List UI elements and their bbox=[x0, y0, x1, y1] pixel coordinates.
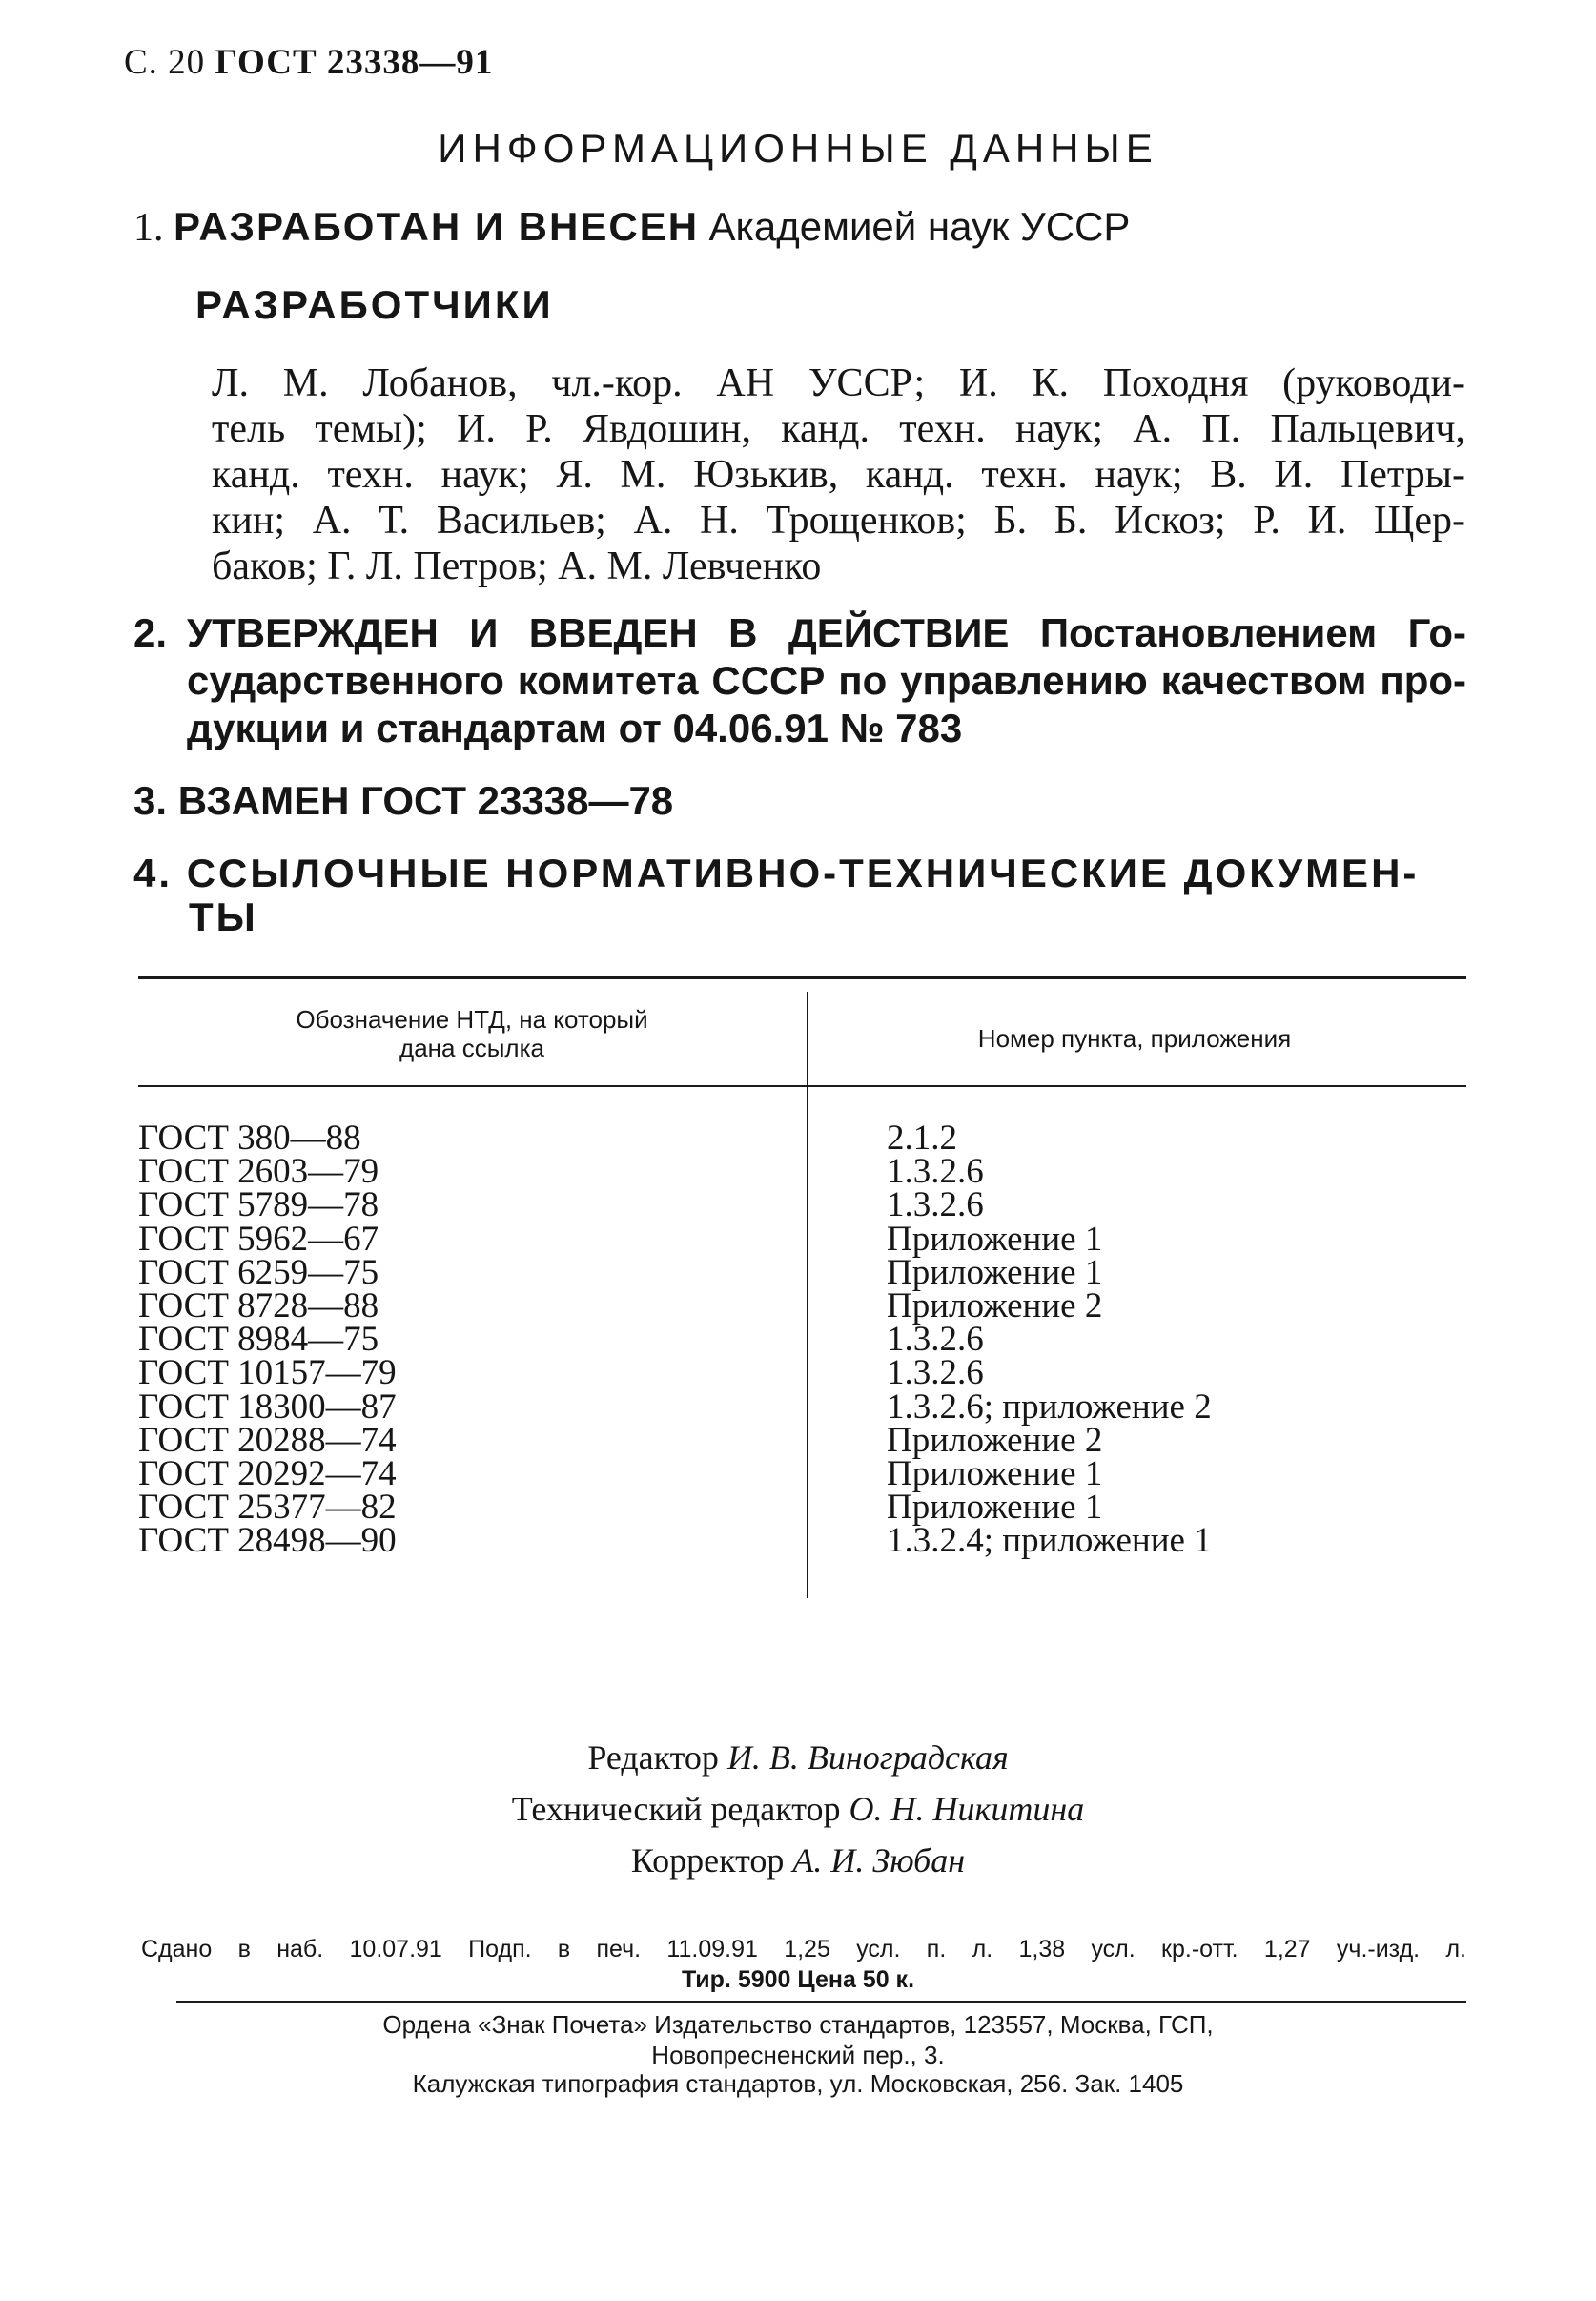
table-cell-ref: Приложение 1 bbox=[887, 1252, 1103, 1292]
developers-title: РАЗРАБОТЧИКИ bbox=[195, 282, 554, 327]
section-4-text: ССЫЛОЧНЫЕ НОРМАТИВНО-ТЕХНИЧЕСКИЕ ДОКУМЕН- bbox=[186, 851, 1420, 895]
table-cell-doc: ГОСТ 18300—87 bbox=[138, 1387, 397, 1427]
table-column-divider bbox=[807, 992, 808, 1598]
developers-line: тель темы); И. Р. Явдошин, канд. техн. наук; А. П. Пальцевич, bbox=[212, 407, 1465, 451]
table-header-clause: Номер пункта, приложения bbox=[977, 1024, 1292, 1053]
section-1 bbox=[133, 204, 1130, 251]
editor-label: Редактор bbox=[587, 1738, 719, 1777]
section-1-heading: РАЗРАБОТАН И ВНЕСЕН bbox=[174, 204, 700, 249]
developers-line: кин; А. Т. Васильев; А. Н. Трощенков; Б. Б. Искоз; Р. И. Щер- bbox=[212, 499, 1465, 543]
table-cell-doc: ГОСТ 2603—79 bbox=[138, 1152, 379, 1192]
publisher-address: Новопресненский пер., 3. bbox=[651, 2041, 945, 2069]
section-1-number: 1. bbox=[133, 206, 164, 250]
header-text: Обозначение НТД, на который bbox=[296, 1005, 648, 1034]
table-cell-doc: ГОСТ 5962—67 bbox=[138, 1219, 379, 1259]
table-cell-ref: Приложение 2 bbox=[887, 1286, 1103, 1326]
table-header-document bbox=[157, 1005, 787, 1062]
table-cell-ref: 1.3.2.6 bbox=[887, 1185, 984, 1225]
table-cell-ref: 1.3.2.6 bbox=[887, 1353, 984, 1393]
tech-editor-name: О. Н. Никитина bbox=[849, 1790, 1085, 1828]
editor-name: И. В. Виноградская bbox=[726, 1738, 1009, 1777]
section-4-number: 4. bbox=[133, 851, 174, 895]
section-2-line: УТВЕРЖДЕН И ВВЕДЕН В ДЕЙСТВИЕ Постановлением Го- bbox=[187, 610, 1466, 655]
table-top-rule bbox=[138, 976, 1466, 979]
section-3-number: 3. bbox=[133, 778, 168, 823]
table-cell-doc: ГОСТ 6259—75 bbox=[138, 1252, 379, 1292]
section-3 bbox=[133, 778, 673, 824]
section-2-number: 2. bbox=[133, 610, 168, 655]
table-doc-column bbox=[138, 1119, 397, 1561]
tech-editor-credit bbox=[0, 1789, 1596, 1829]
table-cell-ref: 1.3.2.6 bbox=[887, 1152, 984, 1192]
section-2-line: сударственного комитета СССР по управлению качеством про- bbox=[187, 658, 1466, 703]
table-cell-ref: 1.3.2.6 bbox=[887, 1320, 984, 1360]
table-clause-column bbox=[887, 1119, 1212, 1561]
table-cell-doc: ГОСТ 5789—78 bbox=[138, 1185, 379, 1225]
imprint-rule bbox=[176, 2001, 1466, 2003]
page-header bbox=[124, 42, 493, 83]
table-cell-doc: ГОСТ 10157—79 bbox=[138, 1353, 397, 1393]
standard-code: ГОСТ 23338—91 bbox=[215, 43, 494, 82]
table-cell-ref: 2.1.2 bbox=[887, 1119, 957, 1158]
section-2-line: дукции и стандартам от 04.06.91 № 783 bbox=[187, 706, 963, 750]
section-4 bbox=[133, 851, 1466, 896]
table-header-rule bbox=[138, 1085, 1466, 1087]
page-title: ИНФОРМАЦИОННЫЕ ДАННЫЕ bbox=[438, 126, 1158, 171]
publisher-line: Ордена «Знак Почета» Издательство стандартов, 123557, Москва, ГСП, bbox=[382, 2010, 1214, 2039]
header-text: дана ссылка bbox=[399, 1034, 544, 1062]
section-3-text: ВЗАМЕН ГОСТ 23338—78 bbox=[177, 778, 674, 823]
page-number: С. 20 bbox=[124, 43, 206, 82]
table-cell-doc: ГОСТ 8728—88 bbox=[138, 1286, 379, 1326]
table-cell-doc: ГОСТ 380—88 bbox=[138, 1119, 361, 1158]
developers-line: Л. М. Лобанов, чл.-кор. АН УССР; И. К. Походня (руководи- bbox=[212, 361, 1465, 405]
proofreader-name: А. И. Зюбан bbox=[792, 1841, 966, 1880]
table-cell-doc: ГОСТ 20288—74 bbox=[138, 1420, 397, 1460]
table-cell-ref: Приложение 1 bbox=[887, 1454, 1103, 1494]
table-cell-ref: Приложение 2 bbox=[887, 1420, 1103, 1460]
table-cell-doc: ГОСТ 28498—90 bbox=[138, 1521, 397, 1561]
section-4-continuation: ТЫ bbox=[189, 894, 258, 939]
printer-line: Калужская типография стандартов, ул. Московская, 256. Зак. 1405 bbox=[412, 2069, 1184, 2098]
editor-credit bbox=[0, 1737, 1596, 1777]
table-cell-doc: ГОСТ 8984—75 bbox=[138, 1320, 379, 1360]
table-cell-ref: 1.3.2.6; приложение 2 bbox=[887, 1387, 1212, 1427]
table-cell-ref: 1.3.2.4; приложение 1 bbox=[887, 1521, 1212, 1561]
developers-line: канд. техн. наук; Я. М. Юзькив, канд. техн. наук; В. И. Петры- bbox=[212, 453, 1465, 497]
table-cell-doc: ГОСТ 20292—74 bbox=[138, 1454, 397, 1494]
table-cell-ref: Приложение 1 bbox=[887, 1219, 1103, 1259]
developers-line: баков; Г. Л. Петров; А. М. Левченко bbox=[212, 544, 822, 588]
table-cell-ref: Приложение 1 bbox=[887, 1488, 1103, 1528]
section-1-text: Академией наук УССР bbox=[708, 204, 1131, 249]
print-info: Сдано в наб. 10.07.91 Подп. в печ. 11.09.91 1,25 усл. п. л. 1,38 усл. кр.-отт. 1,27 уч.-изд. л. bbox=[141, 1936, 1466, 1962]
proofreader-label: Корректор bbox=[630, 1841, 785, 1880]
run-and-price: Тир. 5900 Цена 50 к. bbox=[681, 1966, 915, 1993]
proofreader-credit bbox=[0, 1840, 1596, 1880]
tech-editor-label: Технический редактор bbox=[511, 1790, 841, 1828]
table-cell-doc: ГОСТ 25377—82 bbox=[138, 1488, 397, 1528]
